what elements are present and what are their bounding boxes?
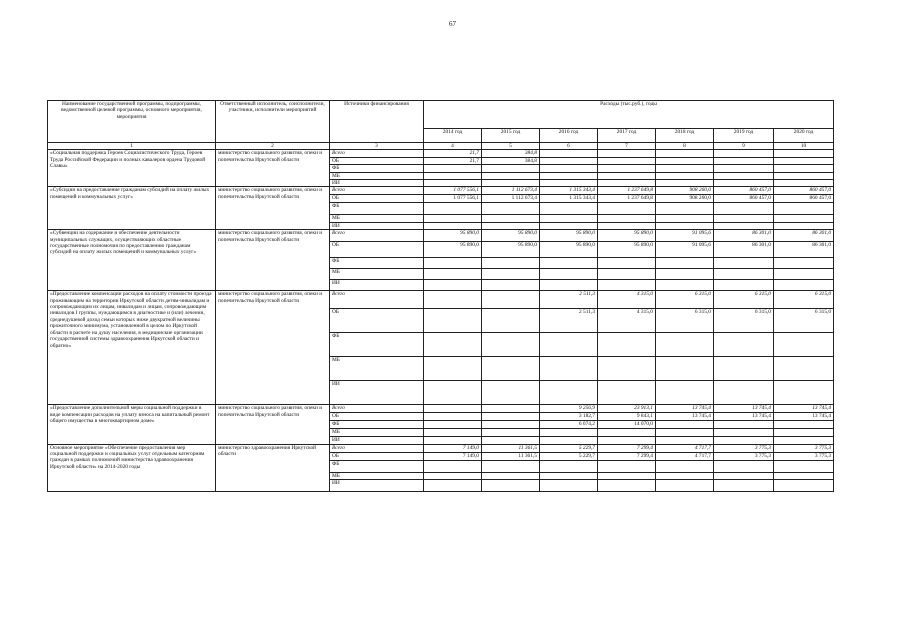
expense-value-cell: [714, 258, 774, 269]
expense-value-cell: [656, 172, 714, 179]
header-year: 2016 год: [540, 129, 598, 143]
executor-cell: министерство социального развития, опеки и попечительства Иркутской области: [216, 230, 330, 291]
expense-value-cell: [482, 258, 540, 269]
expense-value-cell: 7 299,4: [598, 444, 656, 452]
expense-value-cell: 13 745,4: [656, 413, 714, 420]
column-number: 7: [598, 143, 656, 150]
funding-source-cell: ИИ: [330, 480, 424, 492]
column-number: 8: [656, 143, 714, 150]
expense-value-cell: [714, 333, 774, 357]
expense-value-cell: [714, 269, 774, 280]
expense-value-cell: 1 315 343,4: [540, 195, 598, 203]
expense-value-cell: [424, 357, 482, 381]
expense-value-cell: [598, 436, 656, 444]
expense-value-cell: [482, 460, 540, 472]
expense-value-cell: [774, 420, 834, 428]
header-year: 2017 год: [598, 129, 656, 143]
funding-source-cell: Всего: [330, 291, 424, 309]
funding-source-cell: ИИ: [330, 381, 424, 405]
expense-value-cell: [540, 280, 598, 291]
expense-value-cell: [482, 215, 540, 222]
expense-value-cell: [540, 357, 598, 381]
expense-value-cell: 4 717,7: [656, 452, 714, 460]
funding-source-cell: МБ: [330, 269, 424, 280]
expense-value-cell: [482, 280, 540, 291]
expense-value-cell: [540, 203, 598, 215]
expense-value-cell: [714, 165, 774, 172]
funding-source-cell: Всего: [330, 187, 424, 195]
expense-value-cell: [714, 420, 774, 428]
expense-value-cell: [482, 480, 540, 492]
expense-value-cell: [774, 381, 834, 405]
expense-value-cell: 13 745,4: [774, 405, 834, 413]
expense-value-cell: [656, 280, 714, 291]
expense-value-cell: 6 315,0: [656, 291, 714, 309]
expense-value-cell: 9 843,1: [598, 413, 656, 420]
expense-value-cell: 21,7: [424, 157, 482, 164]
funding-source-cell: ФБ: [330, 165, 424, 172]
expense-value-cell: [656, 157, 714, 164]
expense-value-cell: [598, 472, 656, 479]
header-source-cell: Источники финансирования: [330, 101, 424, 143]
expense-value-cell: [424, 413, 482, 420]
expense-value-cell: [656, 333, 714, 357]
expense-value-cell: [598, 172, 656, 179]
expense-value-cell: 86 301,0: [714, 242, 774, 258]
expense-value-cell: 14 070,0: [598, 420, 656, 428]
expense-value-cell: [540, 172, 598, 179]
expense-value-cell: [424, 460, 482, 472]
expense-value-cell: 1 077 556,1: [424, 187, 482, 195]
executor-cell: министерство социального развития, опеки и попечительства Иркутской области: [216, 187, 330, 230]
expense-value-cell: [656, 269, 714, 280]
expense-value-cell: [540, 222, 598, 229]
header-year: 2019 год: [714, 129, 774, 143]
expense-value-cell: 7 149,0: [424, 452, 482, 460]
expense-value-cell: [774, 357, 834, 381]
program-name-cell: Основное мероприятие «Обеспечение предоставления мер социальной поддержки и социальных услуг отдельным категориям граждан в рамках полномочий министерства здравоохранения Иркутской области» на 2014-2020 годы: [48, 444, 216, 491]
funding-source-cell: ОБ: [330, 242, 424, 258]
expense-value-cell: 3 182,7: [540, 413, 598, 420]
expense-value-cell: [482, 413, 540, 420]
column-number: 3: [330, 143, 424, 150]
header-year: 2014 год: [424, 129, 482, 143]
expense-value-cell: [424, 215, 482, 222]
expense-value-cell: [540, 157, 598, 164]
executor-cell: министерство социального развития, опеки и попечительства Иркутской области: [216, 150, 330, 187]
expense-value-cell: [482, 309, 540, 333]
expense-value-cell: [424, 280, 482, 291]
expense-value-cell: [656, 215, 714, 222]
expense-value-cell: 3 775,3: [774, 444, 834, 452]
expense-value-cell: 91 095,6: [656, 230, 714, 242]
expense-value-cell: [482, 172, 540, 179]
expense-value-cell: 86 301,0: [774, 230, 834, 242]
funding-source-cell: ИИ: [330, 180, 424, 187]
expense-value-cell: [774, 472, 834, 479]
column-number: 5: [482, 143, 540, 150]
expense-value-cell: 3 775,3: [714, 444, 774, 452]
expense-value-cell: 6 315,0: [714, 309, 774, 333]
expense-value-cell: [424, 472, 482, 479]
column-number: 2: [216, 143, 330, 150]
funding-source-cell: ИИ: [330, 222, 424, 229]
funding-source-cell: ИИ: [330, 280, 424, 291]
header-year: 2015 год: [482, 129, 540, 143]
expense-value-cell: [714, 428, 774, 436]
table-row: [48, 150, 834, 157]
header-year: 2020 год: [774, 129, 834, 143]
expense-value-cell: [656, 428, 714, 436]
expense-value-cell: 95 890,0: [540, 230, 598, 242]
expense-value-cell: [598, 480, 656, 492]
expense-value-cell: [598, 460, 656, 472]
expense-value-cell: [540, 428, 598, 436]
expense-value-cell: 95 890,0: [540, 242, 598, 258]
expense-value-cell: [424, 381, 482, 405]
executor-cell: министерство здравоохранения Иркутской области: [216, 444, 330, 491]
expense-value-cell: 908 260,0: [656, 187, 714, 195]
expense-value-cell: [482, 291, 540, 309]
funding-source-cell: ФБ: [330, 258, 424, 269]
expense-value-cell: [656, 222, 714, 229]
expense-value-cell: [774, 436, 834, 444]
table-row: [48, 405, 834, 413]
expense-value-cell: [598, 150, 656, 157]
funding-source-cell: МБ: [330, 428, 424, 436]
expense-value-cell: [540, 436, 598, 444]
expense-value-cell: [540, 150, 598, 157]
expense-value-cell: [774, 165, 834, 172]
expense-value-cell: 23 913,1: [598, 405, 656, 413]
expense-value-cell: 95 890,0: [482, 242, 540, 258]
expense-value-cell: 95 890,0: [424, 242, 482, 258]
expense-value-cell: 860 457,0: [714, 187, 774, 195]
funding-source-cell: ОБ: [330, 309, 424, 333]
expense-value-cell: [482, 420, 540, 428]
expense-value-cell: 11 361,5: [482, 444, 540, 452]
funding-source-cell: Всего: [330, 230, 424, 242]
expense-value-cell: [774, 222, 834, 229]
expense-value-cell: [714, 203, 774, 215]
expense-value-cell: [656, 180, 714, 187]
table-row: [48, 187, 834, 195]
expense-value-cell: 908 260,0: [656, 195, 714, 203]
expense-value-cell: [540, 215, 598, 222]
expense-value-cell: [482, 381, 540, 405]
expense-value-cell: [424, 428, 482, 436]
expense-value-cell: 91 095,6: [656, 242, 714, 258]
expense-value-cell: 9 256,9: [540, 405, 598, 413]
expense-value-cell: [656, 165, 714, 172]
program-name-cell: «Предоставление компенсации расходов на оплату стоимости проезда проживающим на территории Иркутской области детям-инвалидам и сопровождающим их лицам, инвалидам и лицам, сопровождающим инвалидов I группы, нуждающимся в диагностике и (или) лечении, среднедушевой доход семьи которых ниже двукратной величины прожиточного минимума, установленной в целом по Иркутской области в расчете на душу населения, в медицинские организации государственной системы здравоохранения Иркутской области и обратно»: [48, 291, 216, 405]
expense-value-cell: [714, 436, 774, 444]
funding-source-cell: ФБ: [330, 203, 424, 215]
expense-value-cell: 95 890,0: [598, 242, 656, 258]
expense-value-cell: [482, 222, 540, 229]
expense-value-cell: [598, 269, 656, 280]
expense-value-cell: 95 890,0: [482, 230, 540, 242]
header-executor-cell: Ответственный исполнитель, соисполнители, участники, исполнители мероприятий: [216, 101, 330, 143]
expense-value-cell: 5 229,7: [540, 444, 598, 452]
expense-value-cell: [424, 291, 482, 309]
expense-value-cell: [714, 215, 774, 222]
expense-value-cell: [656, 381, 714, 405]
expense-value-cell: [598, 215, 656, 222]
funding-source-cell: ОБ: [330, 157, 424, 164]
expense-value-cell: 7 149,0: [424, 444, 482, 452]
expense-value-cell: [714, 280, 774, 291]
expense-value-cell: [774, 269, 834, 280]
expense-value-cell: 7 299,4: [598, 452, 656, 460]
expense-value-cell: [540, 381, 598, 405]
program-name-cell: «Субвенции на содержание и обеспечение деятельности муниципальных служащих, осуществляющих областные государственные полномочия по предоставлению гражданам субсидий на оплату жилых помещений и коммунальных услуг»: [48, 230, 216, 291]
expense-value-cell: 1 237 649,8: [598, 187, 656, 195]
expense-value-cell: 95 890,0: [598, 230, 656, 242]
funding-source-cell: МБ: [330, 357, 424, 381]
expense-value-cell: 2 511,3: [540, 291, 598, 309]
program-name-cell: «Субсидии на предоставление гражданам субсидий на оплату жилых помещений и коммунальных услуг»: [48, 187, 216, 230]
expense-value-cell: [424, 436, 482, 444]
expense-value-cell: [714, 357, 774, 381]
expense-value-cell: [714, 472, 774, 479]
expense-value-cell: [774, 258, 834, 269]
expense-value-cell: [540, 165, 598, 172]
expense-value-cell: [714, 222, 774, 229]
expense-value-cell: [656, 460, 714, 472]
funding-source-cell: Всего: [330, 150, 424, 157]
expense-value-cell: 860 457,0: [774, 195, 834, 203]
expense-value-cell: 21,7: [424, 150, 482, 157]
expense-value-cell: 1 315 343,4: [540, 187, 598, 195]
column-number: 10: [774, 143, 834, 150]
expense-value-cell: 384,8: [482, 150, 540, 157]
funding-source-cell: ОБ: [330, 452, 424, 460]
column-number: 1: [48, 143, 216, 150]
expense-value-cell: [598, 280, 656, 291]
expense-value-cell: [482, 165, 540, 172]
expense-value-cell: [424, 258, 482, 269]
expense-value-cell: [714, 180, 774, 187]
expense-value-cell: 1 077 556,1: [424, 195, 482, 203]
expense-value-cell: [774, 172, 834, 179]
expense-value-cell: [424, 405, 482, 413]
expense-value-cell: 4 315,0: [598, 291, 656, 309]
executor-cell: министерство социального развития, опеки и попечительства Иркутской области: [216, 405, 330, 444]
funding-source-cell: МБ: [330, 172, 424, 179]
expense-value-cell: [656, 480, 714, 492]
column-number: 4: [424, 143, 482, 150]
expense-value-cell: 11 361,5: [482, 452, 540, 460]
expense-value-cell: [424, 309, 482, 333]
expense-value-cell: [774, 157, 834, 164]
expense-value-cell: [424, 269, 482, 280]
expense-value-cell: [714, 381, 774, 405]
expense-value-cell: [482, 333, 540, 357]
expense-value-cell: [714, 460, 774, 472]
expense-value-cell: 3 775,3: [714, 452, 774, 460]
expense-value-cell: [774, 428, 834, 436]
expense-value-cell: 6 315,0: [774, 309, 834, 333]
expense-value-cell: 860 457,0: [714, 195, 774, 203]
expense-value-cell: [424, 333, 482, 357]
expense-value-cell: 3 775,3: [774, 452, 834, 460]
expense-value-cell: [482, 203, 540, 215]
expense-value-cell: [598, 180, 656, 187]
expense-value-cell: 13 745,4: [774, 413, 834, 420]
expense-value-cell: [482, 472, 540, 479]
expense-value-cell: [774, 215, 834, 222]
expense-value-cell: 4 315,0: [598, 309, 656, 333]
expense-value-cell: [482, 357, 540, 381]
expense-value-cell: [598, 428, 656, 436]
expense-value-cell: [714, 150, 774, 157]
expense-value-cell: [598, 381, 656, 405]
expense-value-cell: [540, 333, 598, 357]
expense-value-cell: 86 301,0: [774, 242, 834, 258]
expense-value-cell: [424, 172, 482, 179]
expense-value-cell: [656, 150, 714, 157]
expense-value-cell: [482, 436, 540, 444]
expense-value-cell: [714, 172, 774, 179]
expense-value-cell: [598, 203, 656, 215]
expense-value-cell: 860 457,0: [774, 187, 834, 195]
expense-value-cell: [540, 269, 598, 280]
expense-value-cell: [774, 460, 834, 472]
expense-value-cell: 95 890,0: [424, 230, 482, 242]
funding-source-cell: Всего: [330, 405, 424, 413]
expense-value-cell: [598, 258, 656, 269]
expense-value-cell: 1 112 673,4: [482, 187, 540, 195]
expense-value-cell: [598, 222, 656, 229]
expense-value-cell: 6 315,0: [774, 291, 834, 309]
expense-value-cell: [598, 157, 656, 164]
expense-value-cell: 1 237 649,8: [598, 195, 656, 203]
expense-value-cell: 6 074,2: [540, 420, 598, 428]
header-year: 2018 год: [656, 129, 714, 143]
expense-value-cell: [540, 258, 598, 269]
column-number: 9: [714, 143, 774, 150]
executor-cell: министерство социального развития, опеки и попечительства Иркутской области: [216, 291, 330, 405]
header-expenses-cell: Расходы (тыс.руб.), годы: [424, 101, 834, 129]
expense-value-cell: 13 745,4: [714, 405, 774, 413]
funding-source-cell: ОБ: [330, 413, 424, 420]
page-number: 67: [449, 20, 456, 28]
expense-value-cell: 13 745,4: [656, 405, 714, 413]
table-row: [48, 291, 834, 309]
expense-value-cell: [424, 480, 482, 492]
program-name-cell: «Предоставление дополнительной меры социальной поддержки в виде компенсации расходов на уплату взноса на капитальный ремонт общего имущества в многоквартирном доме»: [48, 405, 216, 444]
expense-value-cell: [598, 357, 656, 381]
expense-value-cell: [424, 420, 482, 428]
funding-source-cell: ФБ: [330, 333, 424, 357]
expense-value-cell: [714, 157, 774, 164]
funding-source-cell: ФБ: [330, 420, 424, 428]
funding-source-cell: Всего: [330, 444, 424, 452]
funding-source-cell: ФБ: [330, 460, 424, 472]
expense-value-cell: [482, 269, 540, 280]
expense-value-cell: [774, 480, 834, 492]
expense-value-cell: 1 112 673,4: [482, 195, 540, 203]
expense-value-cell: [656, 420, 714, 428]
expense-value-cell: [482, 428, 540, 436]
expense-value-cell: 384,8: [482, 157, 540, 164]
funding-source-cell: МБ: [330, 472, 424, 479]
funding-source-cell: ОБ: [330, 195, 424, 203]
expense-value-cell: [774, 180, 834, 187]
column-number: 6: [540, 143, 598, 150]
expense-value-cell: [656, 472, 714, 479]
expense-value-cell: [714, 480, 774, 492]
expense-value-cell: [656, 258, 714, 269]
program-name-cell: «Социальная поддержка Героев Социалистического Труда, Героев Труда Российской Федерации и полных кавалеров ордена Трудовой Славы»: [48, 150, 216, 187]
expense-value-cell: [482, 180, 540, 187]
expense-value-cell: 6 315,0: [714, 291, 774, 309]
expense-value-cell: [540, 480, 598, 492]
expense-value-cell: [424, 203, 482, 215]
table-row: [48, 444, 834, 452]
expense-value-cell: [774, 280, 834, 291]
expense-value-cell: 5 229,7: [540, 452, 598, 460]
expense-value-cell: 13 745,4: [714, 413, 774, 420]
expense-value-cell: [424, 165, 482, 172]
expense-value-cell: [598, 165, 656, 172]
funding-source-cell: ИИ: [330, 436, 424, 444]
expense-value-cell: 4 717,7: [656, 444, 714, 452]
expense-value-cell: [540, 460, 598, 472]
expense-value-cell: 86 301,0: [714, 230, 774, 242]
expense-value-cell: [424, 180, 482, 187]
expense-value-cell: [540, 180, 598, 187]
expense-value-cell: [540, 472, 598, 479]
expense-value-cell: [774, 333, 834, 357]
expense-value-cell: [482, 405, 540, 413]
expense-value-cell: [598, 333, 656, 357]
table-row: [48, 230, 834, 242]
expense-value-cell: [774, 203, 834, 215]
header-name-cell: Наименование государственной программы, подпрограммы, ведомственной целевой программы, основного мероприятия, мероприятия: [48, 101, 216, 143]
budget-table: [47, 100, 834, 492]
funding-source-cell: МБ: [330, 215, 424, 222]
expense-value-cell: [656, 436, 714, 444]
expense-value-cell: 2 511,3: [540, 309, 598, 333]
expense-value-cell: [774, 150, 834, 157]
expense-value-cell: 6 315,0: [656, 309, 714, 333]
expense-value-cell: [424, 222, 482, 229]
expense-value-cell: [656, 203, 714, 215]
expense-value-cell: [656, 357, 714, 381]
